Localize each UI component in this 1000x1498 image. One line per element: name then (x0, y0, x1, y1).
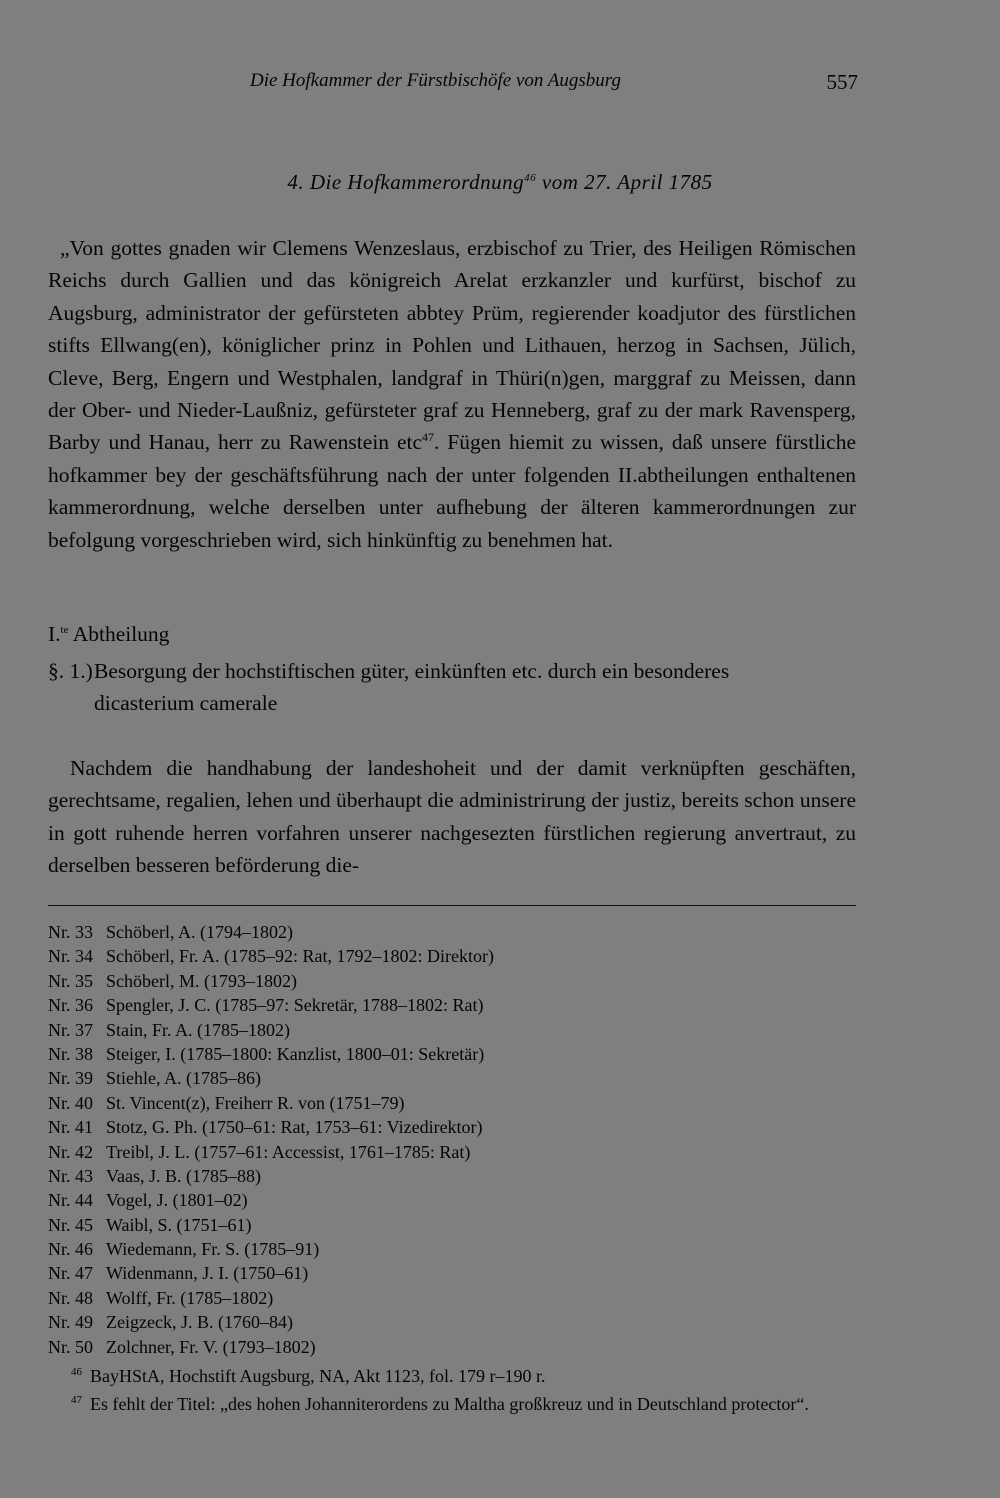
footnote-number: 47 (71, 1394, 82, 1406)
list-item-number: Nr. 35 (48, 970, 93, 991)
list-item-entry: Zolchner, Fr. V. (1793–1802) (106, 1336, 316, 1357)
footnote-ref-46[interactable]: 46 (524, 172, 537, 184)
list-item (48, 1066, 856, 1090)
list-item (48, 1237, 856, 1261)
part-label: Abtheilung (68, 622, 170, 646)
footnote-text: Es fehlt der Titel: „des hohen Johanniterordens zu Maltha großkreuz und in Deutschland protector“. (90, 1394, 809, 1414)
list-item (48, 1140, 856, 1164)
list-item-number: Nr. 38 (48, 1043, 93, 1064)
list-item-number: Nr. 33 (48, 922, 93, 942)
section-heading-date: vom 27. April 1785 (536, 170, 713, 194)
list-item-entry: Schöberl, A. (1794–1802) (106, 922, 293, 942)
list-item-entry: Schöberl, Fr. A. (1785–92: Rat, 1792–1802: Direktor) (106, 946, 494, 967)
list-item (48, 1310, 856, 1334)
list-item-number: Nr. 47 (48, 1263, 93, 1284)
list-item-entry: Waibl, S. (1751–61) (106, 1214, 252, 1235)
page-number: 557 (826, 70, 858, 94)
paragraph-number: §. 1.) (48, 659, 93, 683)
running-title: Die Hofkammer der Fürstbischöfe von Augsburg (250, 70, 621, 91)
list-item (48, 1261, 856, 1285)
list-item-number: Nr. 36 (48, 995, 93, 1016)
intro-text-part2: . Fügen hiemit zu wissen, daß unsere fürstliche hofkammer bey der geschäftsführung nach der unter folgenden II.abtheilungen enthaltenen kammerordnung, welche derselben unter aufhebung der älteren kammerordnungen zur befolgung vorgeschrieben wird, sich hinkünftig zu benehmen hat. (48, 430, 856, 552)
list-item (48, 1213, 856, 1237)
running-head (0, 70, 1000, 100)
footnote (48, 1388, 856, 1416)
intro-text-part1: „Von gottes gnaden wir Clemens Wenzeslaus, erzbischof zu Trier, des Heiligen Römischen Reichs durch Gallien und das königreich Arelat erzkanzler und kurfürst, bischof zu Augsburg, administrator der gefürsteten abbtey Prüm, regierender koadjutor des fürstlichen stifts Ellwang(en), königlicher prinz in Pohlen und Lithauen, herzog in Sachsen, Jülich, Cleve, Berg, Engern und Westphalen, landgraf in Thüri(n)gen, marggraf zu Meissen, dann der Ober- und Nieder-Laußniz, gefürsteter graf zu Henneberg, graf zu der mark Ravensperg, Barby und Hanau, herr zu Rawenstein etc (48, 236, 856, 455)
list-item-entry: Treibl, J. L. (1757–61: Accessist, 1761–1785: Rat) (106, 1141, 471, 1162)
list-item (48, 969, 856, 993)
intro-paragraph (48, 232, 856, 556)
list-item-number: Nr. 40 (48, 1092, 93, 1113)
list-item (48, 1042, 856, 1066)
section-heading-text: 4. Die Hofkammerordnung (287, 170, 525, 194)
paragraph-heading (48, 655, 856, 719)
part-number-suffix: te (60, 623, 69, 636)
list-item-entry: Zeigzeck, J. B. (1760–84) (106, 1312, 293, 1333)
footnote-mark (48, 1388, 90, 1416)
list-item-number: Nr. 46 (48, 1239, 93, 1260)
list-item-entry: Wiedemann, Fr. S. (1785–91) (106, 1239, 320, 1260)
list-item (48, 993, 856, 1017)
list-item (48, 1091, 856, 1115)
footnote-separator-rule (48, 905, 856, 906)
list-item (48, 944, 856, 968)
list-item (48, 1335, 856, 1359)
list-item-entry: Stain, Fr. A. (1785–1802) (106, 1019, 291, 1040)
list-item-entry: Schöberl, M. (1793–1802) (106, 970, 297, 991)
paragraph-heading-line1 (48, 655, 856, 687)
part-number: I. (48, 622, 61, 646)
list-item (48, 1164, 856, 1188)
list-item-number: Nr. 43 (48, 1165, 93, 1186)
paragraph-title-line2: dicasterium camerale (94, 691, 278, 715)
list-item-entry: Vaas, J. B. (1785–88) (106, 1165, 261, 1186)
list-item (48, 1286, 856, 1310)
list-item-number: Nr. 39 (48, 1068, 93, 1089)
list-item-number: Nr. 41 (48, 1117, 93, 1138)
list-item-number: Nr. 48 (48, 1287, 93, 1308)
list-item-number: Nr. 42 (48, 1141, 93, 1162)
footnote-text: BayHStA, Hochstift Augsburg, NA, Akt 1123, fol. 179 r–190 r. (90, 1366, 546, 1386)
list-item-entry: Vogel, J. (1801–02) (106, 1190, 248, 1211)
footnote-number: 46 (71, 1366, 82, 1378)
list-item (48, 1115, 856, 1139)
list-item-entry: Widenmann, J. I. (1750–61) (106, 1263, 309, 1284)
list-item-entry: Steiger, I. (1785–1800: Kanzlist, 1800–01: Sekretär) (106, 1043, 485, 1064)
footnote (48, 1360, 856, 1388)
list-item-number: Nr. 44 (48, 1190, 93, 1211)
list-item (48, 1188, 856, 1212)
second-paragraph: Nachdem die handhabung der landeshoheit und der damit verknüpften geschäften, gerechtsame, regalien, lehen und überhaupt die administrirung der justiz, bereits schon unsere in gott ruhende herren vorfahren unserer nachgesezten fürstlichen regierung anvertraut, zu derselben besseren beförderung die- (48, 756, 856, 878)
list-item-number: Nr. 45 (48, 1214, 93, 1235)
footnotes (48, 1360, 856, 1416)
footnote-mark (48, 1360, 90, 1388)
part-heading (48, 622, 169, 647)
list-item (48, 1018, 856, 1042)
list-item-entry: Wolff, Fr. (1785–1802) (106, 1287, 274, 1308)
list-item (48, 920, 856, 944)
list-item-entry: Spengler, J. C. (1785–97: Sekretär, 1788–1802: Rat) (106, 995, 484, 1016)
list-item-entry: Stiehle, A. (1785–86) (106, 1068, 261, 1089)
list-item-number: Nr. 37 (48, 1019, 93, 1040)
section-heading (0, 170, 1000, 195)
list-item-entry: St. Vincent(z), Freiherr R. von (1751–79) (106, 1092, 405, 1113)
list-item-entry: Stotz, G. Ph. (1750–61: Rat, 1753–61: Vizedirektor) (106, 1117, 483, 1138)
list-item-number: Nr. 49 (48, 1312, 93, 1333)
list-item-number: Nr. 50 (48, 1336, 93, 1357)
list-item-number: Nr. 34 (48, 946, 93, 967)
paragraph-title-line1: Besorgung der hochstiftischen güter, einkünften etc. durch ein besonderes (94, 659, 730, 683)
footnote-ref-47[interactable]: 47 (422, 430, 435, 445)
staff-list (48, 920, 856, 1359)
